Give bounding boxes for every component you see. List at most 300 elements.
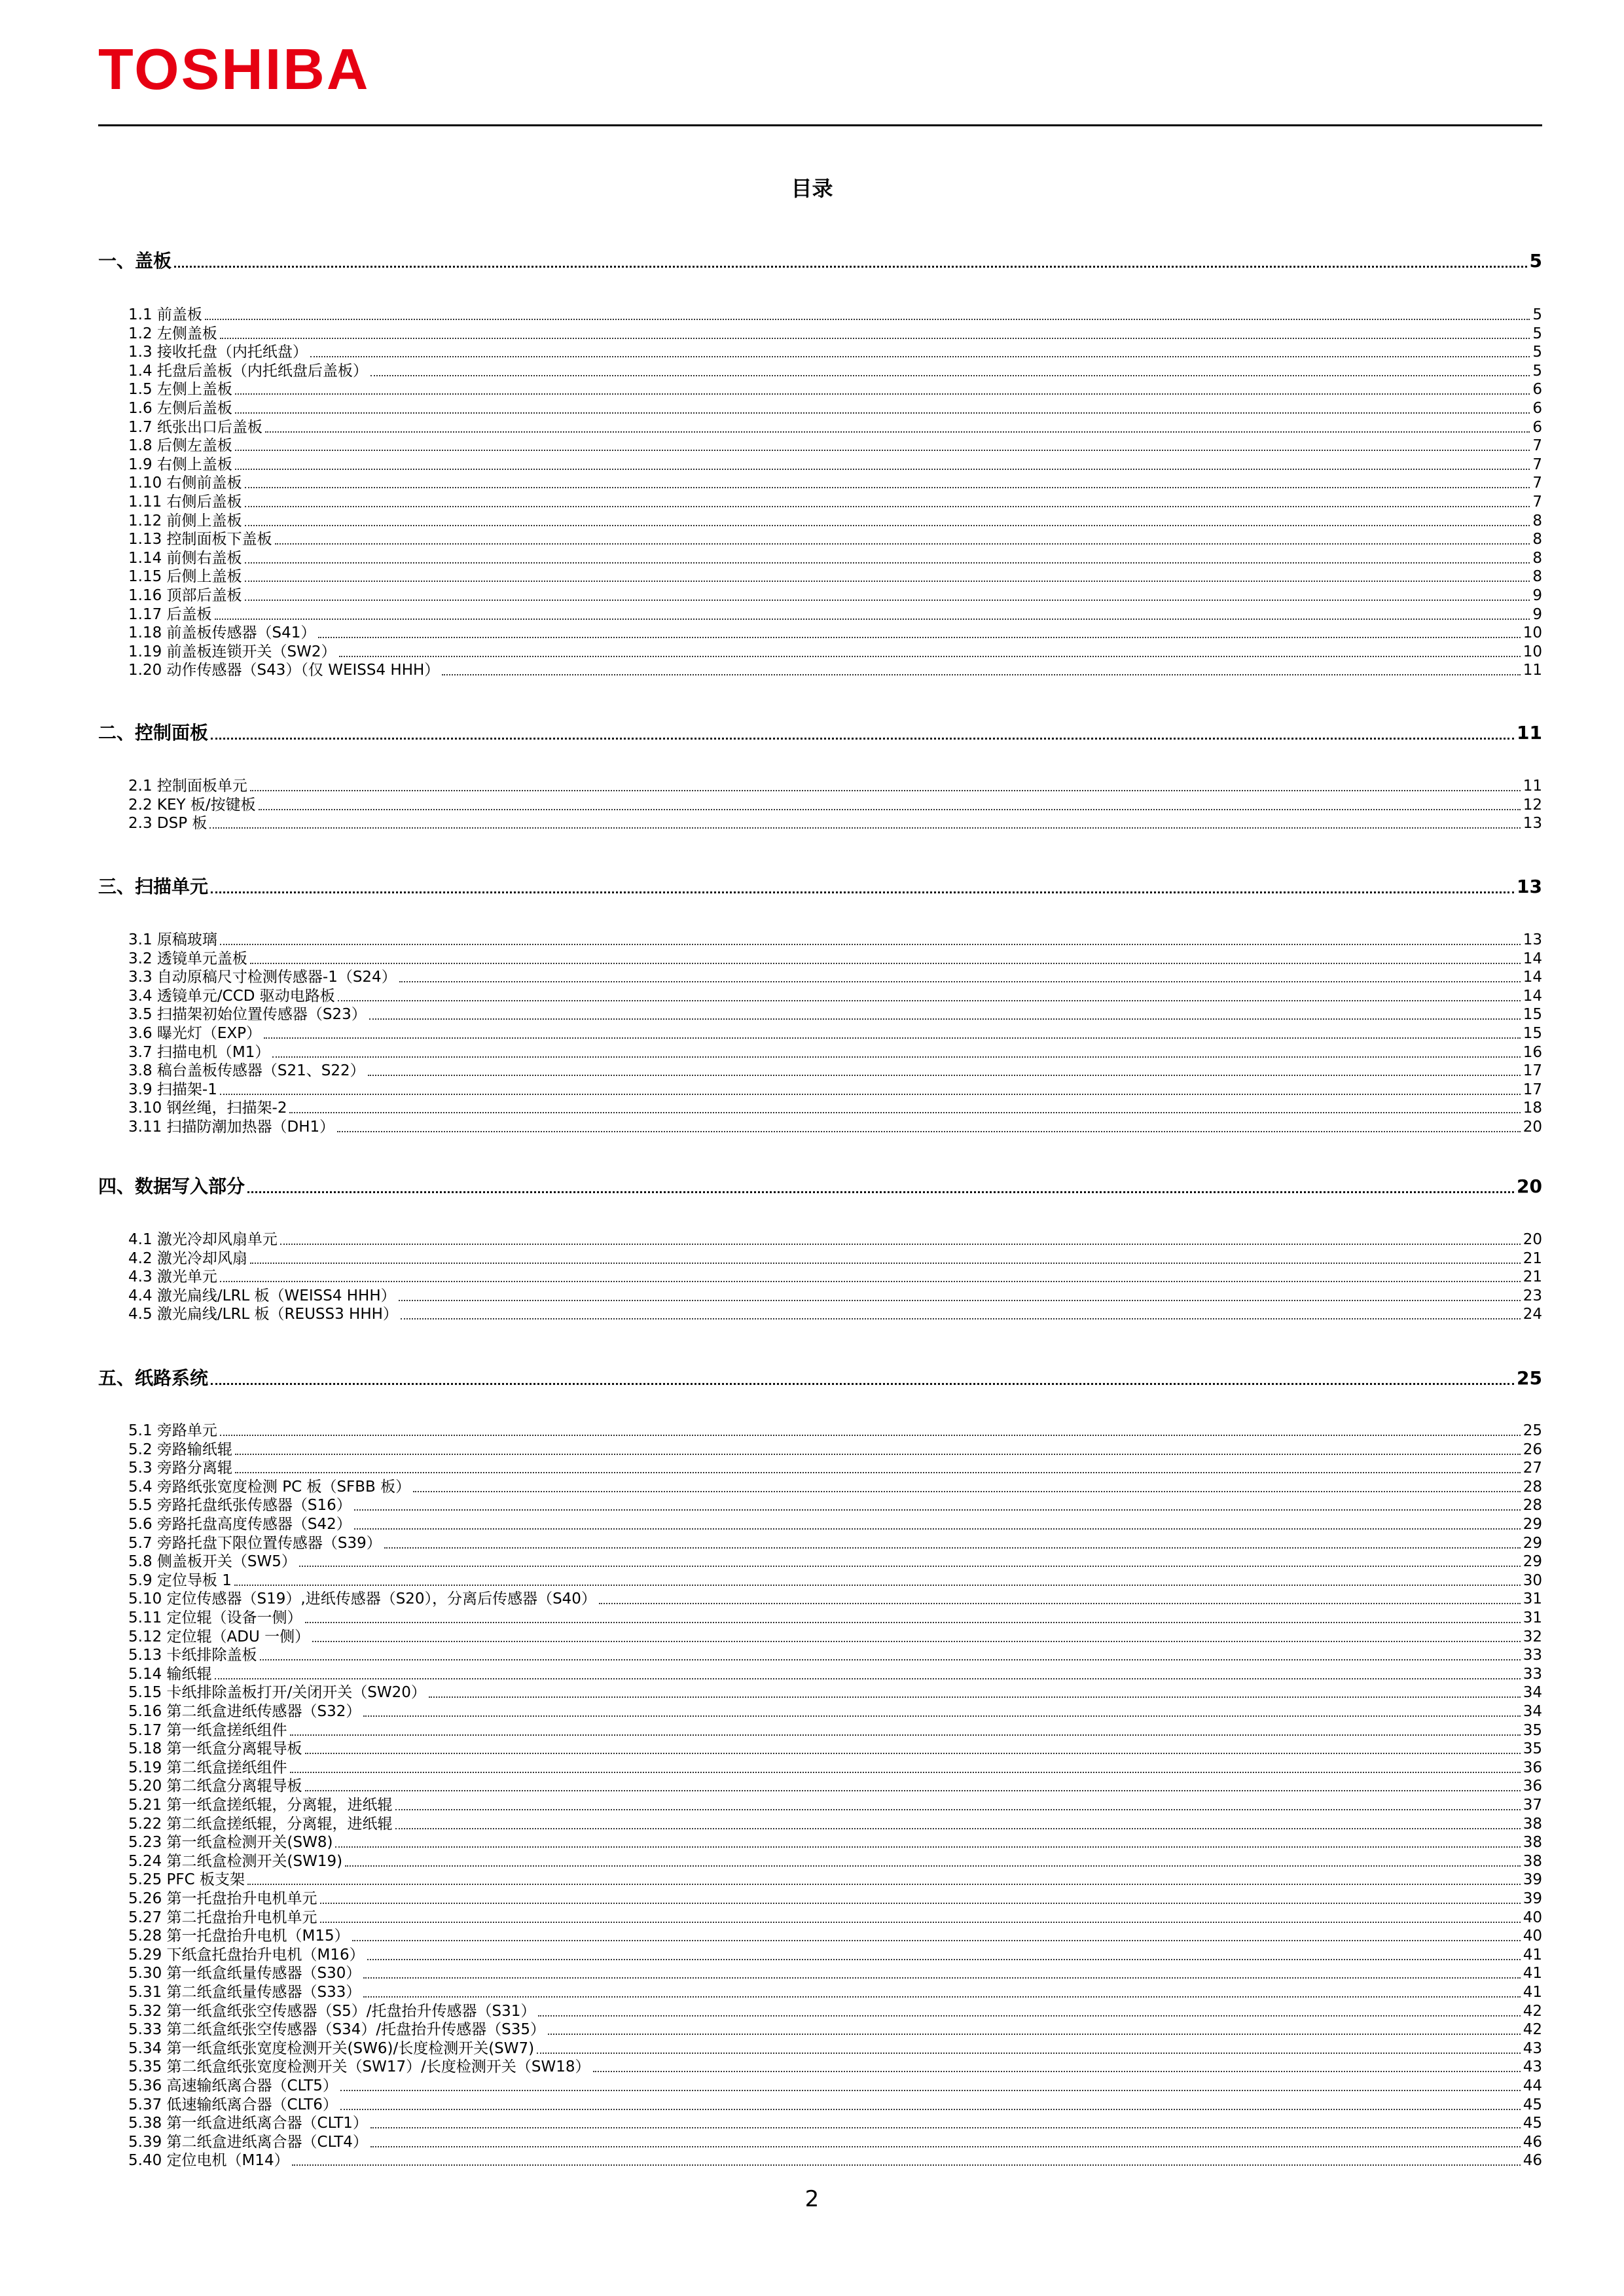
dot-leader: [272, 1056, 1520, 1058]
toc-entry-page: 32: [1523, 1628, 1542, 1645]
toc-entry-page: 10: [1523, 624, 1542, 641]
dot-leader: [339, 656, 1521, 657]
toc-entry[interactable]: [128, 418, 1542, 437]
toc-entry-page: 8: [1532, 568, 1542, 585]
toc-entry-page: 28: [1523, 1479, 1542, 1496]
dot-leader: [220, 1435, 1521, 1436]
toc-entry[interactable]: [128, 325, 1542, 343]
page-title: 目录: [791, 176, 833, 201]
toc-entry-page: 17: [1523, 1062, 1542, 1079]
toc-entry-label: 5.38 第一纸盒进纸离合器（CLT1）: [128, 2115, 368, 2132]
toc-entry[interactable]: [128, 343, 1542, 361]
toc-entry[interactable]: [128, 1043, 1542, 1062]
toc-entry-page: 8: [1532, 512, 1542, 529]
toc-entry-page: 23: [1523, 1287, 1542, 1304]
toc-entry-label: 1.7 纸张出口后盖板: [128, 419, 262, 436]
dot-leader: [299, 1566, 1521, 1567]
toc-entry[interactable]: [128, 605, 1542, 624]
toc-section-heading[interactable]: [98, 872, 1542, 898]
toc-entry-page: 8: [1532, 531, 1542, 548]
toc-section-heading-page: 13: [1517, 876, 1542, 897]
toc-entry-page: 39: [1523, 1890, 1542, 1907]
dot-leader: [354, 1528, 1521, 1530]
dot-leader: [340, 2109, 1521, 2110]
toc-entry-label: 1.20 动作传感器（S43）（仅 WEISS4 HHH）: [128, 662, 440, 679]
toshiba-logo: TOSHIBA: [98, 37, 370, 101]
toc-entry-page: 6: [1532, 400, 1542, 417]
toc-entry-label: 1.1 前盖板: [128, 306, 202, 323]
dot-leader: [235, 393, 1530, 395]
toc-entry[interactable]: [128, 1422, 1542, 1440]
toc-entry[interactable]: [128, 1552, 1542, 1571]
toc-entry[interactable]: [128, 493, 1542, 511]
header-rule: [98, 124, 1542, 126]
toc-entry-page: 20: [1523, 1119, 1542, 1136]
toc-entry-label: 4.4 激光扁线/LRL 板（WEISS4 HHH）: [128, 1287, 396, 1304]
dot-leader: [211, 891, 1514, 893]
toc-entry-page: 41: [1523, 1946, 1542, 1964]
toc-entry-label: 3.6 曝光灯（EXP）: [128, 1025, 262, 1042]
toc-entry[interactable]: [128, 380, 1542, 399]
toc-entry[interactable]: [128, 399, 1542, 418]
toc-entry-label: 1.2 左侧盖板: [128, 325, 217, 342]
dot-leader: [215, 1678, 1521, 1679]
toc-entry[interactable]: [128, 549, 1542, 567]
toc-entry-label: 5.25 PFC 板支架: [128, 1871, 245, 1888]
toc-entry[interactable]: [128, 1890, 1542, 1908]
toc-entry-page: 12: [1523, 797, 1542, 814]
toc-entry-label: 1.6 左侧后盖板: [128, 400, 232, 417]
dot-leader: [429, 1696, 1521, 1698]
toc-entry[interactable]: [128, 437, 1542, 455]
toc-section-heading[interactable]: [98, 1172, 1542, 1198]
dot-leader: [401, 1318, 1521, 1319]
toc-entry-page: 39: [1523, 1871, 1542, 1888]
dot-leader: [368, 1075, 1521, 1076]
toc-entry-label: 5.37 低速输纸离合器（CLT6）: [128, 2096, 338, 2113]
toc-entry[interactable]: [128, 1927, 1542, 1945]
toc-entry-page: 25: [1523, 1422, 1542, 1439]
dot-leader: [367, 1959, 1521, 1960]
dot-leader: [211, 738, 1514, 740]
toc-entry-page: 24: [1523, 1306, 1542, 1323]
toc-entry-label: 4.3 激光单元: [128, 1268, 217, 1285]
toc-entry-label: 1.5 左侧上盖板: [128, 381, 232, 398]
toc-entry-label: 3.7 扫描电机（M1）: [128, 1044, 270, 1061]
toc-entry[interactable]: [128, 1496, 1542, 1515]
toc-entry-label: 5.13 卡纸排除盖板: [128, 1647, 257, 1664]
toc-entry[interactable]: [128, 456, 1542, 474]
toc-entry-page: 46: [1523, 2152, 1542, 2169]
toc-entry[interactable]: [128, 2133, 1542, 2151]
toc-section-heading-label: 五、纸路系统: [98, 1367, 209, 1389]
toc-entry[interactable]: [128, 1777, 1542, 1795]
dot-leader: [234, 1585, 1521, 1586]
toc-entry-page: 43: [1523, 2040, 1542, 2057]
toc-entry-page: 10: [1523, 643, 1542, 660]
toc-entry[interactable]: [128, 1909, 1542, 1927]
toc-entry[interactable]: [128, 2058, 1542, 2076]
toc-entry[interactable]: [128, 306, 1542, 324]
dot-leader: [363, 1996, 1520, 1998]
dot-leader: [345, 1865, 1521, 1867]
toc-entry-label: 5.5 旁路托盘纸张传感器（S16）: [128, 1497, 352, 1514]
toc-entry[interactable]: [128, 1062, 1542, 1080]
toc-section-heading-label: 四、数据写入部分: [98, 1175, 245, 1197]
toc-entry-page: 40: [1523, 1928, 1542, 1945]
dot-leader: [245, 562, 1530, 564]
toc-entry-page: 21: [1523, 1250, 1542, 1267]
toc-entry[interactable]: [128, 2077, 1542, 2095]
toc-entry-label: 5.12 定位辊（ADU 一侧）: [128, 1628, 310, 1645]
toc-entry[interactable]: [128, 931, 1542, 949]
toc-entry-label: 5.39 第二纸盒进纸离合器（CLT4）: [128, 2134, 368, 2151]
toc-entry-label: 5.9 定位导板 1: [128, 1572, 232, 1589]
toc-entry[interactable]: [128, 1024, 1542, 1043]
toc-entry-label: 5.26 第一托盘抬升电机单元: [128, 1890, 317, 1907]
toc-entry-label: 1.16 顶部后盖板: [128, 587, 242, 604]
toc-entry[interactable]: [128, 1118, 1542, 1136]
dot-leader: [340, 2090, 1521, 2091]
dot-leader: [363, 1977, 1520, 1979]
dot-leader: [305, 1753, 1521, 1754]
toc-entry[interactable]: [128, 814, 1542, 833]
toc-entry-label: 3.3 自动原稿尺寸检测传感器-1（S24）: [128, 969, 397, 986]
dot-leader: [537, 2053, 1521, 2054]
toc-entry-page: 14: [1523, 950, 1542, 967]
toc-entry-label: 5.23 第一纸盒检测开关(SW8): [128, 1834, 333, 1851]
toc-entry[interactable]: [128, 643, 1542, 661]
toc-entry-label: 5.8 侧盖板开关（SW5）: [128, 1553, 297, 1570]
toc-entry[interactable]: [128, 1646, 1542, 1664]
dot-leader: [363, 1715, 1520, 1717]
toc-entry-label: 5.29 下纸盒托盘抬升电机（M16）: [128, 1946, 365, 1964]
dot-leader: [599, 1603, 1521, 1604]
toc-entry-page: 9: [1532, 587, 1542, 604]
dot-leader: [235, 450, 1530, 451]
toc-entry[interactable]: [128, 1099, 1542, 1117]
toc-entry[interactable]: [128, 1946, 1542, 1964]
toc-entry-label: 2.3 DSP 板: [128, 815, 208, 832]
dot-leader: [399, 1300, 1521, 1301]
dot-leader: [399, 981, 1521, 982]
dot-leader: [174, 266, 1527, 268]
toc-entry-page: 38: [1523, 1834, 1542, 1851]
toc-entry-page: 40: [1523, 1909, 1542, 1926]
toc-entry-label: 5.24 第二纸盒检测开关(SW19): [128, 1853, 343, 1870]
toc-entry-page: 31: [1523, 1590, 1542, 1607]
toc-entry-page: 13: [1523, 815, 1542, 832]
dot-leader: [442, 674, 1520, 675]
toc-entry[interactable]: [128, 530, 1542, 548]
toc-entry[interactable]: [128, 1249, 1542, 1268]
dot-leader: [245, 525, 1530, 526]
dot-leader: [593, 2071, 1521, 2072]
toc-entry-label: 4.5 激光扁线/LRL 板（REUSS3 HHH）: [128, 1306, 398, 1323]
toc-entry-label: 3.1 原稿玻璃: [128, 931, 217, 948]
toc-entry-label: 5.32 第一纸盒纸张空传感器（S5）/托盘抬升传感器（S31）: [128, 2003, 536, 2020]
toc-entry[interactable]: [128, 2114, 1542, 2132]
toc-entry-label: 2.1 控制面板单元: [128, 778, 247, 795]
toc-entry-page: 43: [1523, 2058, 1542, 2075]
toc-entry-page: 41: [1523, 1965, 1542, 1982]
dot-leader: [292, 2164, 1521, 2166]
toc-entry-label: 1.18 前盖板传感器（S41）: [128, 624, 316, 641]
toc-entry-label: 5.30 第一纸盒纸量传感器（S30）: [128, 1965, 361, 1982]
toc-entry-label: 3.4 透镜单元/CCD 驱动电路板: [128, 988, 335, 1005]
toc-entry-label: 5.21 第一纸盒搓纸辊，分离辊，进纸辊: [128, 1797, 393, 1814]
toc-entry[interactable]: [128, 987, 1542, 1005]
toc-entry[interactable]: [128, 2020, 1542, 2039]
toc-entry-label: 5.6 旁路托盘高度传感器（S42）: [128, 1516, 352, 1533]
dot-leader: [370, 2127, 1521, 2128]
toc-entry[interactable]: [128, 796, 1542, 814]
toc-entry[interactable]: [128, 1590, 1542, 1608]
toc-entry-label: 5.31 第二纸盒纸量传感器（S33）: [128, 1984, 361, 2001]
toc-section-heading[interactable]: [98, 246, 1542, 272]
toc-entry-page: 5: [1532, 306, 1542, 323]
dot-leader: [338, 1000, 1521, 1001]
toc-entry-page: 29: [1523, 1553, 1542, 1570]
toc-entry-label: 1.8 后侧左盖板: [128, 437, 232, 454]
toc-entry-label: 5.16 第二纸盒进纸传感器（S32）: [128, 1703, 361, 1720]
dot-leader: [235, 469, 1530, 470]
dot-leader: [250, 1263, 1521, 1264]
dot-leader: [289, 1112, 1520, 1113]
toc-entry-page: 36: [1523, 1759, 1542, 1776]
toc-entry-label: 3.8 稿台盖板传感器（S21、S22）: [128, 1062, 365, 1079]
dot-leader: [235, 412, 1530, 414]
toc-entry-label: 1.10 右侧前盖板: [128, 475, 242, 492]
toc-entry-page: 7: [1532, 475, 1542, 492]
toc-entry[interactable]: [128, 1852, 1542, 1871]
dot-leader: [245, 487, 1530, 488]
dot-leader: [280, 1244, 1521, 1245]
toc-entry-page: 42: [1523, 2003, 1542, 2020]
dot-leader: [250, 790, 1521, 791]
toc-entry-page: 34: [1523, 1703, 1542, 1720]
toc-entry-page: 28: [1523, 1497, 1542, 1514]
toc-entry-label: 5.19 第二纸盒搓纸组件: [128, 1759, 287, 1776]
dot-leader: [220, 944, 1521, 945]
toc-entry-label: 3.2 透镜单元盖板: [128, 950, 247, 967]
dot-leader: [395, 1828, 1521, 1829]
toc-entry-page: 14: [1523, 969, 1542, 986]
toc-entry[interactable]: [128, 1740, 1542, 1758]
toc-section-heading-label: 三、扫描单元: [98, 876, 209, 897]
toc-entry[interactable]: [128, 2039, 1542, 2058]
toc-entry[interactable]: [128, 512, 1542, 530]
dot-leader: [337, 1131, 1521, 1132]
dot-leader: [220, 1094, 1521, 1095]
dot-leader: [320, 1922, 1521, 1923]
toc-entry-page: 35: [1523, 1722, 1542, 1739]
dot-leader: [312, 1641, 1521, 1642]
toc-entry-label: 4.2 激光冷却风扇: [128, 1250, 247, 1267]
toc-entry-label: 3.5 扫描架初始位置传感器（S23）: [128, 1006, 367, 1023]
toc-entry-label: 1.4 托盘后盖板（内托纸盘后盖板）: [128, 363, 368, 380]
toc-entry-label: 5.14 输纸辊: [128, 1666, 212, 1683]
dot-leader: [538, 2015, 1520, 2017]
toc-entry-page: 15: [1523, 1006, 1542, 1023]
toc-entry-label: 5.40 定位电机（M14）: [128, 2152, 289, 2169]
dot-leader: [209, 827, 1520, 829]
dot-leader: [290, 1734, 1521, 1736]
toc-entry[interactable]: [128, 1478, 1542, 1496]
toc-entry-page: 7: [1532, 493, 1542, 511]
toc-entry[interactable]: [128, 1964, 1542, 1982]
toc-entry-page: 45: [1523, 2096, 1542, 2113]
toc-entry[interactable]: [128, 1459, 1542, 1477]
toc-entry-label: 5.27 第二托盘抬升电机单元: [128, 1909, 317, 1926]
dot-leader: [215, 619, 1530, 620]
toc-section-heading[interactable]: [98, 1363, 1542, 1390]
toc-entry-page: 9: [1532, 606, 1542, 623]
dot-leader: [548, 2034, 1521, 2035]
dot-leader: [220, 338, 1530, 339]
toc-entry[interactable]: [128, 624, 1542, 642]
toc-entry-label: 5.2 旁路输纸辊: [128, 1441, 232, 1458]
toc-entry[interactable]: [128, 2096, 1542, 2114]
toc-entry-label: 5.11 定位辊（设备一侧）: [128, 1609, 302, 1626]
dot-leader: [320, 1903, 1521, 1904]
toc-entry[interactable]: [128, 1441, 1542, 1459]
toc-entry[interactable]: [128, 567, 1542, 586]
toc-entry[interactable]: [128, 1796, 1542, 1814]
toc-entry-page: 6: [1532, 419, 1542, 436]
dot-leader: [352, 1940, 1521, 1941]
toc-entry-page: 27: [1523, 1460, 1542, 1477]
dot-leader: [245, 600, 1530, 601]
toc-entry[interactable]: [128, 1515, 1542, 1534]
toc-entry-label: 1.3 接收托盘（内托纸盘）: [128, 344, 308, 361]
toc-entry-page: 45: [1523, 2115, 1542, 2132]
toc-section-heading-page: 20: [1517, 1175, 1542, 1197]
toc-entry-page: 29: [1523, 1516, 1542, 1533]
toc-entry-page: 16: [1523, 1044, 1542, 1061]
toc-section-heading-label: 二、控制面板: [98, 722, 209, 744]
toc-entry-label: 1.11 右侧后盖板: [128, 493, 242, 511]
toc-entry[interactable]: [128, 1005, 1542, 1024]
toc-entry[interactable]: [128, 1230, 1542, 1249]
dot-leader: [259, 809, 1521, 810]
toc-entry-page: 20: [1523, 1231, 1542, 1248]
dot-leader: [245, 506, 1530, 507]
toc-entry[interactable]: [128, 1759, 1542, 1777]
toc-entry-label: 5.4 旁路纸张宽度检测 PC 板（SFBB 板）: [128, 1479, 411, 1496]
toc-entry-page: 34: [1523, 1684, 1542, 1701]
toc-entry[interactable]: [128, 1721, 1542, 1740]
toc-entry[interactable]: [128, 1833, 1542, 1852]
dot-leader: [235, 1472, 1521, 1473]
toc-entry[interactable]: [128, 1534, 1542, 1552]
toc-entry-label: 1.15 后侧上盖板: [128, 568, 242, 585]
toc-entry-page: 14: [1523, 988, 1542, 1005]
toc-entry-page: 7: [1532, 437, 1542, 454]
dot-leader: [245, 581, 1530, 582]
toc-entry-label: 1.12 前侧上盖板: [128, 512, 242, 529]
toc-section-heading-page: 5: [1529, 250, 1542, 272]
dot-leader: [369, 1018, 1521, 1020]
toc-entry[interactable]: [128, 586, 1542, 605]
dot-leader: [264, 1037, 1521, 1039]
toc-entry[interactable]: [128, 1871, 1542, 1889]
toc-entry-label: 5.35 第二纸盒纸张宽度检测开关（SW17）/长度检测开关（SW18）: [128, 2058, 590, 2075]
dot-leader: [290, 1772, 1521, 1773]
toc-entry-page: 11: [1523, 778, 1542, 795]
toc-entry[interactable]: [128, 1815, 1542, 1833]
dot-leader: [220, 1281, 1521, 1282]
toc-entry-label: 1.9 右侧上盖板: [128, 456, 232, 473]
toc-entry-page: 5: [1532, 363, 1542, 380]
toc-entry-page: 38: [1523, 1853, 1542, 1870]
toc-entry-label: 5.20 第二纸盒分离辊导板: [128, 1778, 302, 1795]
toc-entry[interactable]: [128, 1609, 1542, 1627]
toc-entry[interactable]: [128, 950, 1542, 968]
toc-entry[interactable]: [128, 777, 1542, 795]
toc-entry-page: 41: [1523, 1984, 1542, 2001]
toc-entry-label: 1.17 后盖板: [128, 606, 212, 623]
toc-entry[interactable]: [128, 1287, 1542, 1305]
toc-entry-page: 35: [1523, 1740, 1542, 1757]
dot-leader: [384, 1547, 1521, 1549]
toc-entry-page: 17: [1523, 1081, 1542, 1098]
toc-entry[interactable]: [128, 1983, 1542, 2001]
toc-entry[interactable]: [128, 1702, 1542, 1721]
toc-entry-label: 5.3 旁路分离辊: [128, 1460, 232, 1477]
toc-entry[interactable]: [128, 1081, 1542, 1099]
dot-leader: [370, 375, 1530, 376]
toc-entry[interactable]: [128, 1665, 1542, 1683]
dot-leader: [413, 1491, 1521, 1492]
toc-entry[interactable]: [128, 2002, 1542, 2020]
dot-leader: [318, 637, 1520, 638]
toc-entry[interactable]: [128, 2151, 1542, 2170]
toc-entry-page: 36: [1523, 1778, 1542, 1795]
toc-entry-page: 11: [1523, 662, 1542, 679]
toc-entry[interactable]: [128, 1571, 1542, 1590]
toc-entry[interactable]: [128, 1268, 1542, 1286]
toc-section-heading[interactable]: [98, 718, 1542, 744]
dot-leader: [370, 2146, 1521, 2147]
toc-entry-page: 26: [1523, 1441, 1542, 1458]
toc-entry-page: 33: [1523, 1666, 1542, 1683]
toc-entry[interactable]: [128, 1683, 1542, 1702]
toc-entry-label: 1.14 前侧右盖板: [128, 550, 242, 567]
toc-entry-label: 3.10 钢丝绳，扫描架-2: [128, 1100, 287, 1117]
dot-leader: [247, 1884, 1521, 1885]
toc-entry[interactable]: [128, 1628, 1542, 1646]
toc-entry[interactable]: [128, 661, 1542, 679]
toc-entry[interactable]: [128, 1305, 1542, 1323]
toc-entry-label: 5.10 定位传感器（S19）,进纸传感器（S20），分离后传感器（S40）: [128, 1590, 596, 1607]
toc-entry-label: 5.34 第一纸盒纸张宽度检测开关(SW6)/长度检测开关(SW7): [128, 2040, 535, 2057]
toc-entry-label: 5.7 旁路托盘下限位置传感器（S39）: [128, 1535, 382, 1552]
toc-entry-page: 7: [1532, 456, 1542, 473]
toc-entry-page: 31: [1523, 1609, 1542, 1626]
dot-leader: [395, 1809, 1521, 1810]
toc-entry[interactable]: [128, 474, 1542, 492]
toc-entry-page: 37: [1523, 1797, 1542, 1814]
toc-entry-page: 38: [1523, 1816, 1542, 1833]
toc-entry[interactable]: [128, 968, 1542, 986]
toc-entry-label: 5.15 卡纸排除盖板打开/关闭开关（SW20）: [128, 1684, 426, 1701]
toc-section-heading-page: 11: [1517, 722, 1542, 744]
toc-entry-page: 30: [1523, 1572, 1542, 1589]
dot-leader: [354, 1509, 1521, 1511]
toc-entry[interactable]: [128, 362, 1542, 380]
toc-entry-label: 5.1 旁路单元: [128, 1422, 217, 1439]
